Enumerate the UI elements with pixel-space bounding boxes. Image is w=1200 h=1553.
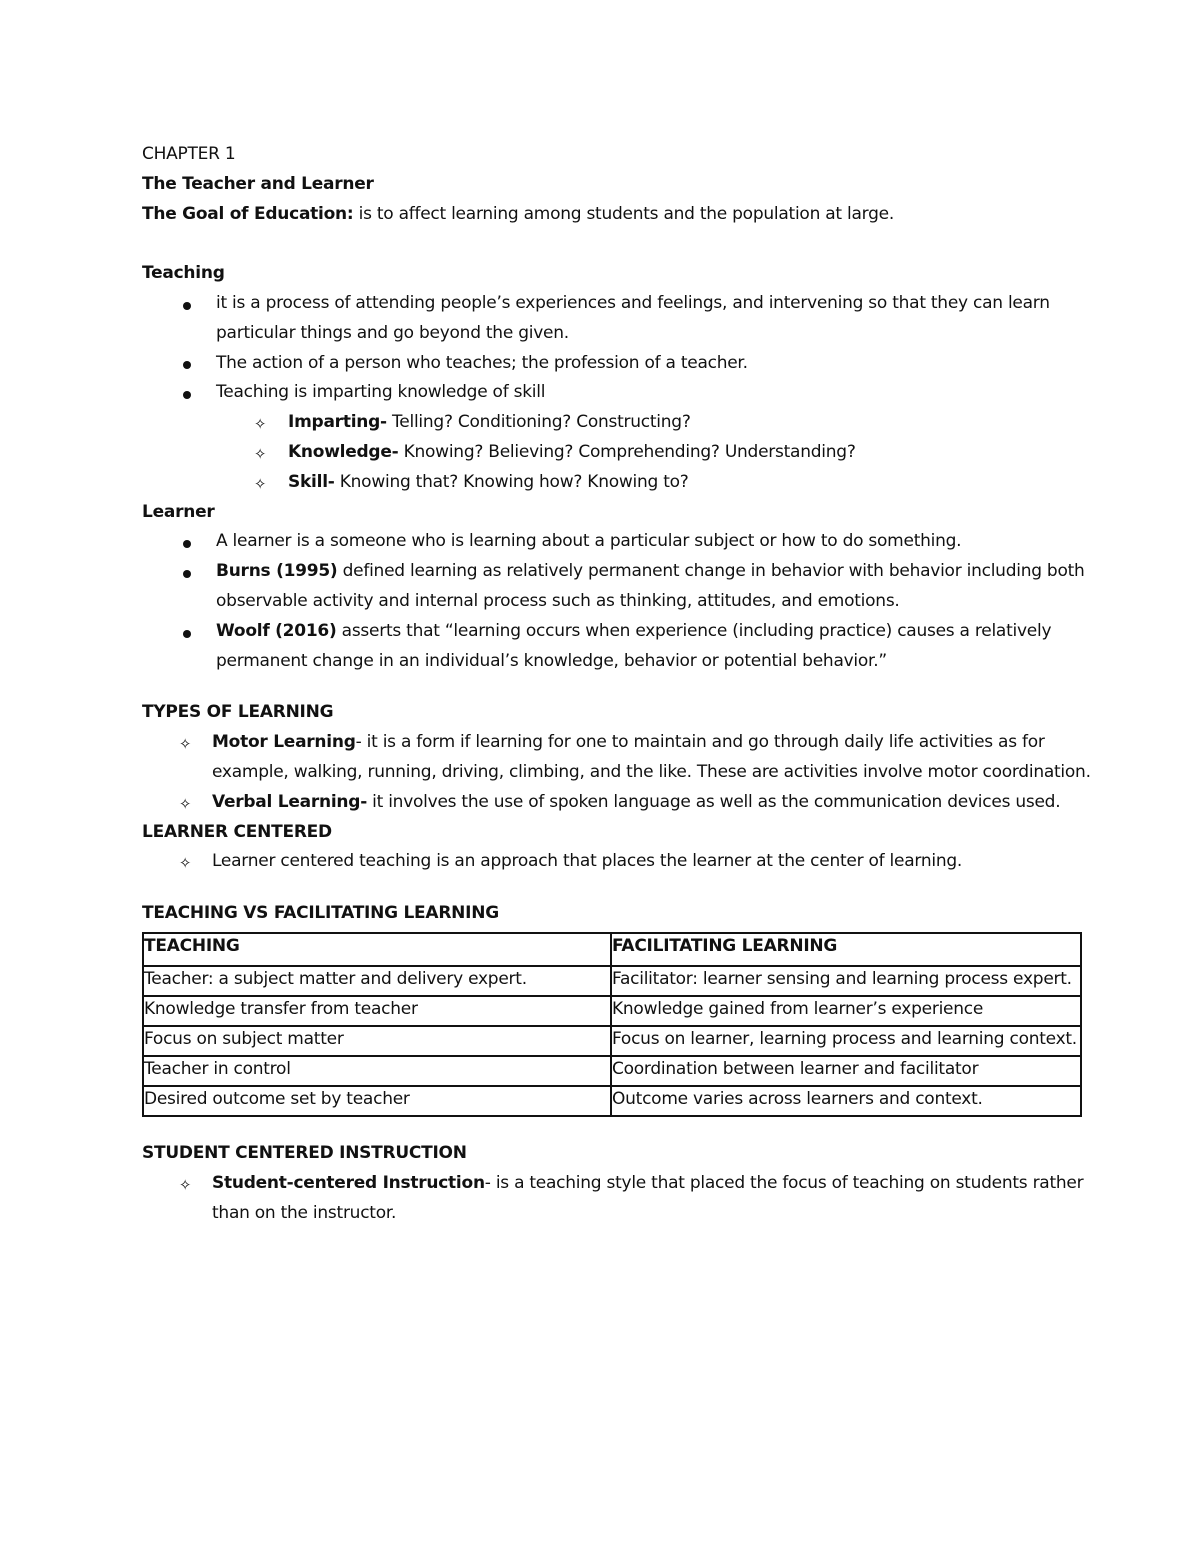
- teaching-heading: Teaching: [142, 263, 225, 284]
- list-item: ✧ Knowledge- Knowing? Believing? Comprehending? Understanding?: [142, 438, 1092, 468]
- bullet-dot-icon: [180, 527, 194, 557]
- types-heading: TYPES OF LEARNING: [142, 702, 334, 723]
- table-row: [143, 966, 1081, 996]
- table-cell: Focus on subject matter: [143, 1026, 611, 1056]
- four-point-star-icon: ✧: [178, 854, 192, 873]
- four-point-star-icon: ✧: [178, 794, 192, 813]
- list-item: ✧ Verbal Learning- it involves the use of spoken language as well as the communication devices used.: [142, 788, 1092, 818]
- table-header-row: [143, 933, 1081, 966]
- document-title: The Teacher and Learner: [142, 173, 374, 194]
- bullet-dot-icon: [180, 557, 194, 587]
- types-list: [142, 728, 1092, 817]
- table-header-cell: FACILITATING LEARNING: [611, 933, 1081, 966]
- comparison-table: [142, 932, 1082, 1117]
- table-cell: Focus on learner, learning process and learning context.: [611, 1026, 1081, 1056]
- four-point-star-icon: ✧: [178, 1175, 192, 1194]
- student-centered-list: [142, 1169, 1092, 1229]
- list-item: A learner is a someone who is learning about a particular subject or how to do something.: [142, 527, 1092, 557]
- table-cell: Facilitator: learner sensing and learning process expert.: [611, 966, 1081, 996]
- list-item: ✧ Imparting- Telling? Conditioning? Constructing?: [142, 408, 1092, 438]
- bullet-dot-icon: [180, 289, 194, 319]
- bullet-dot-icon: [180, 617, 194, 647]
- document-page: [142, 140, 1092, 1228]
- student-centered-heading: STUDENT CENTERED INSTRUCTION: [142, 1142, 467, 1163]
- teaching-sublist: [142, 408, 1092, 497]
- learner-heading: Learner: [142, 501, 215, 522]
- list-item: ✧ Motor Learning- it is a form if learning for one to maintain and go through daily life activities as for example, walking, running, driving, climbing, and the like. These are activities involve motor coordination.: [142, 728, 1092, 788]
- list-item: ✧ Learner centered teaching is an approach that places the learner at the center of learning.: [142, 847, 1092, 877]
- four-point-star-icon: ✧: [178, 735, 192, 754]
- teaching-list: [142, 289, 1092, 408]
- bullet-dot-icon: [180, 349, 194, 379]
- list-item: ✧ Student-centered Instruction- is a teaching style that placed the focus of teaching on students rather than on the instructor.: [142, 1169, 1092, 1229]
- table-header-cell: TEACHING: [143, 933, 611, 966]
- learner-list: [142, 527, 1092, 676]
- chapter-label: CHAPTER 1: [142, 144, 236, 164]
- table-cell: Outcome varies across learners and context.: [611, 1086, 1081, 1116]
- goal-of-education: [142, 200, 1092, 230]
- table-cell: Coordination between learner and facilitator: [611, 1056, 1081, 1086]
- list-item: Teaching is imparting knowledge of skill: [142, 378, 1092, 408]
- list-item: The action of a person who teaches; the profession of a teacher.: [142, 349, 1092, 379]
- list-item: it is a process of attending people’s experiences and feelings, and intervening so that they can learn particular things and go beyond the given.: [142, 289, 1092, 349]
- table-cell: Teacher: a subject matter and delivery expert.: [143, 966, 611, 996]
- four-point-star-icon: ✧: [253, 415, 267, 434]
- table-row: [143, 1056, 1081, 1086]
- list-item: Burns (1995) defined learning as relatively permanent change in behavior with behavior including both observable activity and internal process such as thinking, attitudes, and emotions.: [142, 557, 1092, 617]
- four-point-star-icon: ✧: [253, 474, 267, 493]
- bullet-dot-icon: [180, 378, 194, 408]
- four-point-star-icon: ✧: [253, 444, 267, 463]
- table-cell: Teacher in control: [143, 1056, 611, 1086]
- table-row: [143, 1086, 1081, 1116]
- learner-centered-heading: LEARNER CENTERED: [142, 821, 332, 842]
- list-item: Woolf (2016) asserts that “learning occurs when experience (including practice) causes a relatively permanent change in an individual’s knowledge, behavior or potential behavior.”: [142, 617, 1092, 677]
- learner-centered-list: [142, 847, 1092, 877]
- table-row: [143, 996, 1081, 1026]
- table-cell: Desired outcome set by teacher: [143, 1086, 611, 1116]
- goal-label: The Goal of Education:: [142, 203, 354, 224]
- table-cell: Knowledge transfer from teacher: [143, 996, 611, 1026]
- goal-text: is to affect learning among students and the population at large.: [353, 203, 894, 224]
- table-row: [143, 1026, 1081, 1056]
- list-item: ✧ Skill- Knowing that? Knowing how? Knowing to?: [142, 468, 1092, 498]
- comparison-heading: TEACHING VS FACILITATING LEARNING: [142, 903, 499, 924]
- table-cell: Knowledge gained from learner’s experience: [611, 996, 1081, 1026]
